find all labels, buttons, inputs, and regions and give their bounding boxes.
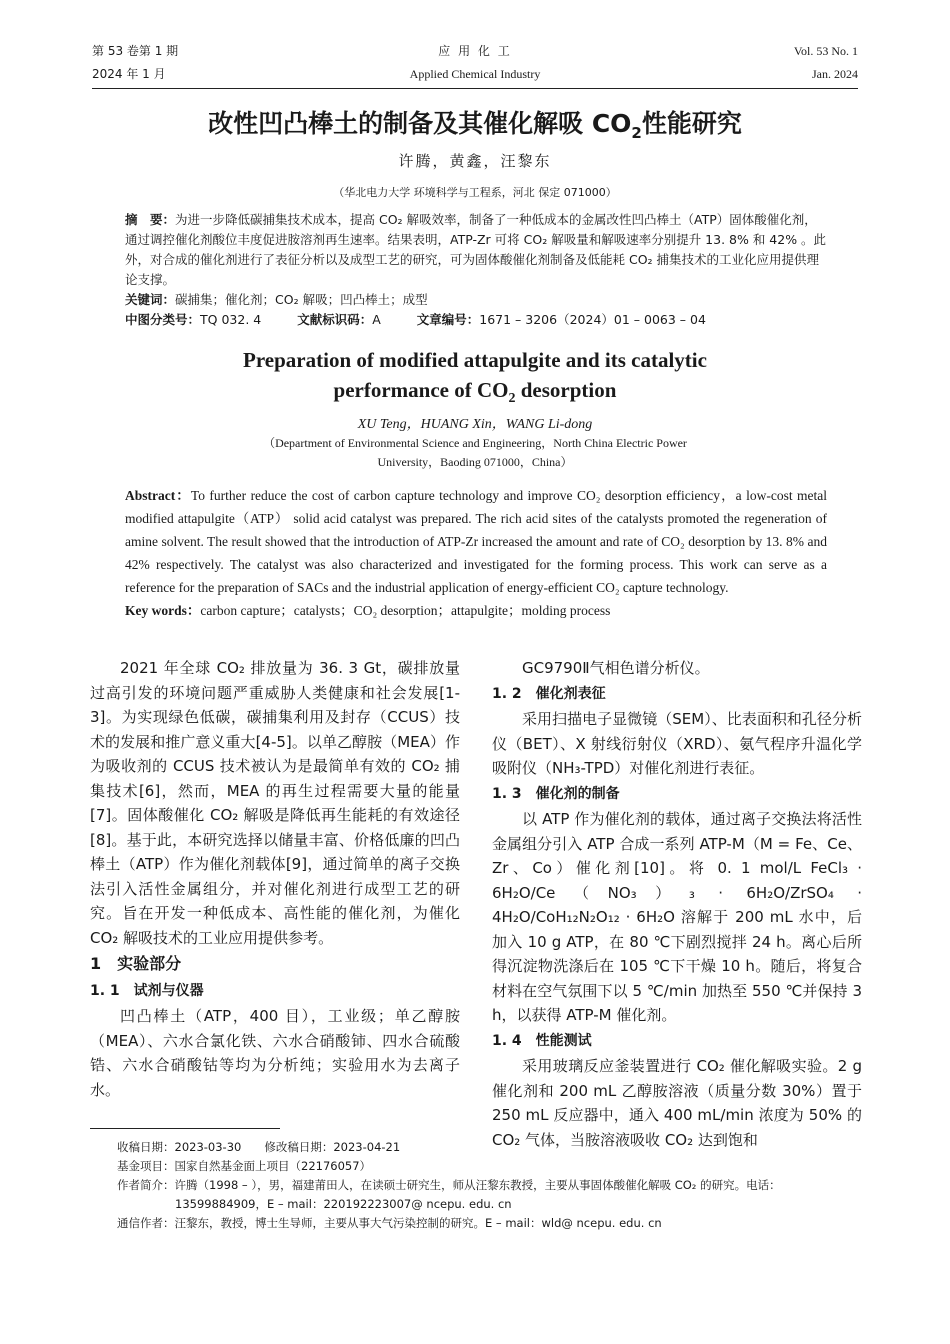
footnote-corresponding: 通信作者：汪黎东，教授，博士生导师，主要从事大气污染控制的研究。E – mail：wld@ ncepu. edu. cn [117,1216,662,1230]
title-en: Preparation of modified attapulgite and its catalytic performance of $CO_2$ desorption [243,348,707,407]
header-journal-en: Applied Chemical Industry [409,67,541,81]
section-1-3-heading: 1. 3 催化剂的制备 [492,785,620,802]
performance-paragraph: 采用玻璃反应釜装置进行 CO₂ 催化解吸实验。2 g 催化剂和 200 mL 乙醇胺溶液（质量分数 30%）置于 250 mL 反应器中，通入 400 mL/min 浓度为 50% 的 CO₂ 气体，当胺溶液吸收 CO₂ 达到饱和 [492,1057,862,1149]
authors-en: XU Teng，HUANG Xin，WANG Li-dong [357,417,593,432]
header-rule [92,88,858,89]
reagents-paragraph: 凹凸棒土（ATP，400 目），工业级；单乙醇胺（MEA）、六水合氯化铁、六水合硝酸铈、四水合硫酸锆、六水合硝酸钴等均为分析纯；实验用水为去离子水。 [90,1007,460,1099]
affiliation-cn: （华北电力大学 环境科学与工程系，河北 保定 071000） [333,186,617,199]
section-1-2-heading: 1. 2 催化剂表征 [492,685,606,702]
title-cn: 改性凹凸棒土的制备及其催化解吸 $CO_2$性能研究 [208,109,742,142]
abstract-en-label: Abstract： [125,488,191,503]
header-vol-en: Vol. 53 No. 1 [793,44,858,58]
footnote-fund: 基金项目：国家自然基金面上项目（22176057） [117,1159,372,1173]
abstract-cn-text: 为进一步降低碳捕集技术成本，提高 CO₂ 解吸效率，制备了一种低成本的金属改性凹凸棒土（ATP）固体酸催化剂，通过调控催化剂酸位丰度促进胺溶剂再生速率。结果表明，ATP-Zr 可将 CO₂ 解吸量和解吸速率分别提升 13. 8% 和 42% 。此外，对合成的催化剂进行了表征分析以及成型工艺的研究，可为固体酸催化剂制备及低能耗 CO₂ 捕集技术的工业化应用提供理论支撑。 [125,212,827,287]
header-journal-cn: 应 用 化 工 [438,44,512,58]
preparation-paragraph: 以 ATP 作为催化剂的载体，通过离子交换法将活性金属组分引入 ATP 合成一系列 ATP-M（M = Fe、Ce、Zr、Co）催化剂[10]。将 0. 1 mol/L FeCl₃ · 6H₂O/Ce（NO₃）₃ · 6H₂O/ZrSO₄ · 4H₂O/CoH₁₂N₂O₁₂ · 6H₂O 溶解于 200 mL 水中，后加入 10 g ATP，在 80 ℃下剧烈搅拌 24 h。离心后所得沉淀物洗涤后在 105 ℃下干燥 10 h。随后，将复合材料在空气氛围下以 5 ℃/min 加热至 550 ℃并保持 3 h，以获得 ATP-M 催化剂。 [492,810,862,1024]
section-1-1-heading: 1. 1 试剂与仪器 [90,982,204,999]
abstract-en-text: To further reduce the cost of carbon capture technology and improve CO₂ desorption efficiency，a low-cost metal modified attapulgite（ATP） solid acid catalyst was prepared. The rich acid sites of the catalysts promoted the regeneration of amine solvent. The result showed that the introduction of ATP-Zr increased the amount and rate of CO₂ desorption by 13. 8% and 42% respectively. The catalyst was also characterized and investigated for the forming process. This work can serve as a reference for the preparation of SACs and the industrial application of energy-efficient CO₂ capture technology. [125,488,828,595]
keywords-en: Key words：carbon capture；catalysts；CO₂ desorption；attapulgite；molding process [125,603,611,618]
keywords-cn: 关键词：碳捕集；催化剂；CO₂ 解吸；凹凸棒土；成型 [125,292,428,307]
footnote-rule [90,1128,280,1129]
authors-cn: 许腾，黄鑫，汪黎东 [398,152,552,170]
affiliation-en: （Department of Environmental Science and Engineering，North China Electric Power University，Baoding 071000，China） [263,436,687,469]
header-volume-issue: 第 53 卷第 1 期 [92,44,179,58]
classification-line: 中图分类号：TQ 032. 4 文献标识码：A 文章编号：1671 – 3206（2024）01 – 0063 – 04 [125,312,706,327]
footnote-received: 收稿日期：2023-03-30 修改稿日期：2023-04-21 [117,1140,401,1154]
section-1-4-heading: 1. 4 性能测试 [492,1032,592,1049]
abstract-en [125,484,827,622]
intro-paragraph: 2021 年全球 CO₂ 排放量为 36. 3 Gt，碳排放量过高引发的环境问题严重威胁人类健康和社会发展[1-3]。为实现绿色低碳，碳捕集利用及封存（CCUS）技术的发展和推广意义重大[4-5]。以单乙醇胺（MEA）作为吸收剂的 CCUS 技术被认为是最简单有效的 CO₂ 捕集技术[6]，然而，MEA 的再生过程需要大量的能量[7]。固体酸催化 CO₂ 解吸是降低再生能耗的有效途径[8]。基于此，本研究选择以储量丰富、价格低廉的凹凸棒土（ATP）作为催化剂载体[9]，通过简单的离子交换法引入活性金属组分，并对催化剂进行成型工艺的研究。旨在开发一种低成本、高性能的催化剂，为催化 CO₂ 解吸技术的工业应用提供参考。 [90,659,460,947]
abstract-cn [125,210,827,330]
footnote-author-contact: 13599884909，E – mail：220192223007@ ncepu. edu. cn [175,1197,512,1211]
header-date-en: Jan. 2024 [812,67,858,81]
body-right-column [492,656,862,1152]
footnote-author-bio: 作者简介：许腾（1998 – ），男，福建莆田人，在读硕士研究生，师从汪黎东教授，主要从事固体酸催化解吸 CO₂ 的研究。电话： [117,1178,781,1192]
abstract-cn-label: 摘 要： [125,212,176,227]
characterization-paragraph: 采用扫描电子显微镜（SEM）、比表面积和孔径分析仪（BET）、X 射线衍射仪（XRD）、氨气程序升温化学吸附仪（NH₃-TPD）对催化剂进行表征。 [492,710,862,777]
gc-line: GC9790Ⅱ气相色谱分析仪。 [522,659,710,677]
footnotes [117,1138,862,1233]
body-left-column [90,656,460,1102]
section-1-heading: 1 实验部分 [90,954,182,973]
header-date-cn: 2024 年 1 月 [92,67,166,81]
